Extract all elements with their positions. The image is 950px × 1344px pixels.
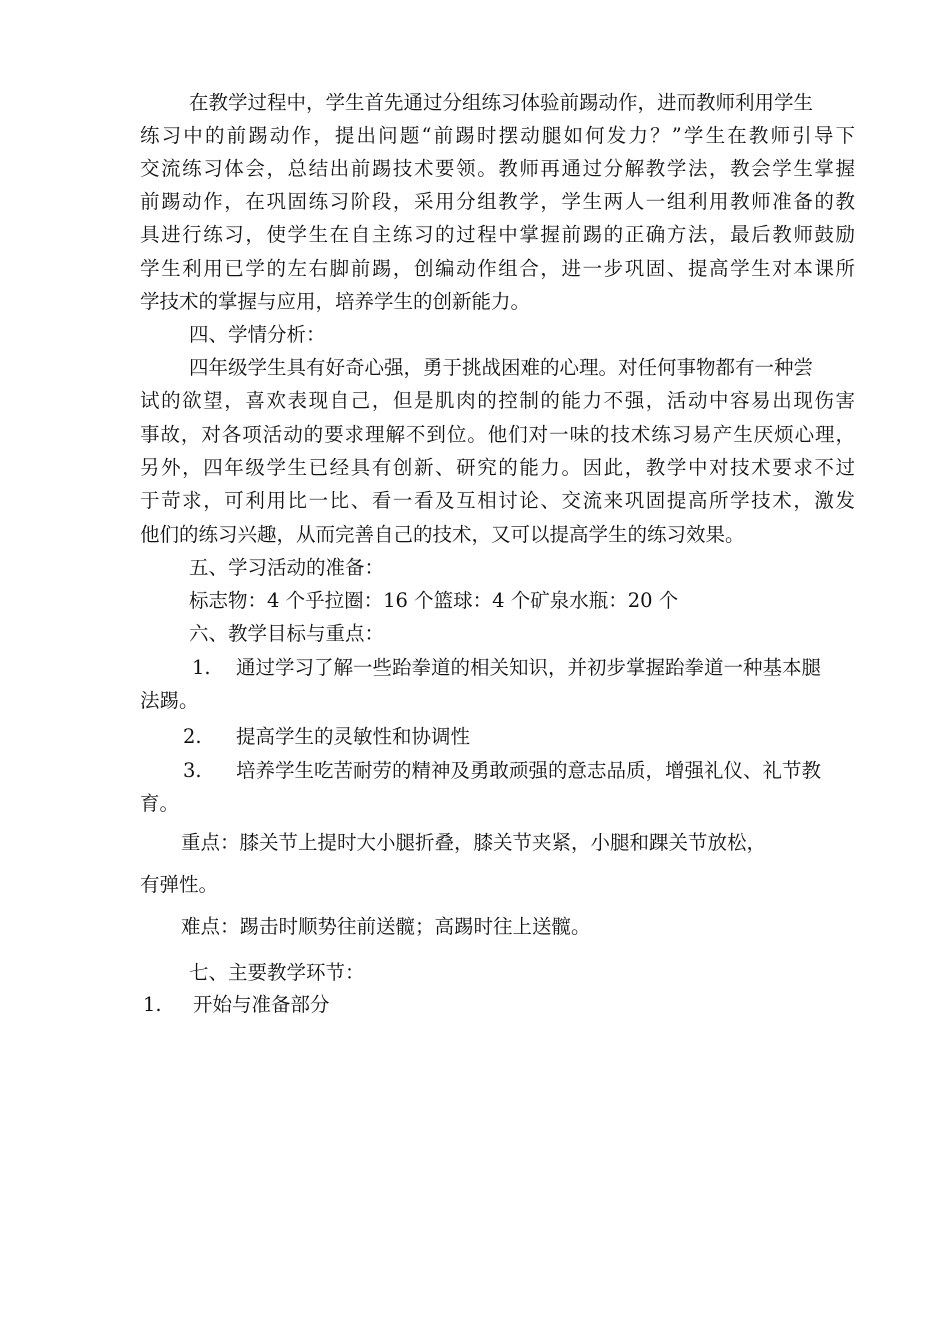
section-heading-learning-analysis: 四、学情分析： — [189, 323, 326, 346]
section-heading-teaching-steps: 七、主要教学环节： — [189, 961, 365, 984]
text-line: 交流练习体会，总结出前踢技术要领。教师再通过分解教学法，教会学生掌握 — [140, 157, 855, 180]
key-point-continuation: 有弹性。 — [140, 873, 219, 896]
text-line: 学技术的掌握与应用，培养学生的创新能力。 — [140, 290, 531, 313]
list-number: 3. — [183, 759, 202, 782]
text-line: 通过学习了解一些跆拳道的相关知识，并初步掌握跆拳道一种基本腿 — [236, 656, 822, 679]
text-line: 具进行练习，使学生在自主练习的过程中掌握前踢的正确方法，最后教师鼓励 — [140, 223, 855, 246]
text-line: 培养学生吃苦耐劳的精神及勇敢顽强的意志品质，增强礼仪、礼节教 — [236, 759, 822, 782]
text-line: 四年级学生具有好奇心强，勇于挑战困难的心理。对任何事物都有一种尝 — [189, 356, 814, 379]
preparation-materials: 标志物：4 个乎拉圈：16 个篮球：4 个矿泉水瓶：20 个 — [189, 589, 679, 612]
text-line: 另外，四年级学生已经具有创新、研究的能力。因此，教学中对技术要求不过 — [140, 456, 855, 479]
difficulty-point: 难点：踢击时顺势往前送髋；高踢时往上送髋。 — [181, 915, 591, 938]
key-point: 重点：膝关节上提时大小腿折叠，膝关节夹紧，小腿和踝关节放松， — [181, 831, 767, 854]
list-number: 1. — [192, 656, 211, 679]
text-line: 育。 — [140, 792, 180, 815]
text-line: 试的欲望，喜欢表现自己，但是肌肉的控制的能力不强，活动中容易出现伤害 — [140, 389, 855, 412]
text-line: 于苛求，可利用比一比、看一看及互相讨论、交流来巩固提高所学技术，激发 — [140, 489, 855, 512]
text-line: 他们的练习兴趣，从而完善自己的技术，又可以提高学生的练习效果。 — [140, 523, 745, 546]
section-heading-preparation: 五、学习活动的准备： — [189, 556, 385, 579]
text-line: 法踢。 — [140, 689, 199, 712]
text-line: 事故，对各项活动的要求理解不到位。他们对一味的技术练习易产生厌烦心理， — [140, 423, 855, 446]
list-number: 1. — [143, 993, 162, 1016]
text-line: 前踢动作，在巩固练习阶段，采用分组教学，学生两人一组利用教师准备的教 — [140, 190, 855, 213]
list-number: 2. — [183, 725, 202, 748]
text-line: 学生利用已学的左右脚前踢，创编动作组合，进一步巩固、提高学生对本课所 — [140, 257, 855, 280]
section-heading-objectives: 六、教学目标与重点： — [189, 622, 385, 645]
text-line: 提高学生的灵敏性和协调性 — [236, 725, 471, 748]
text-line: 开始与准备部分 — [193, 993, 330, 1016]
text-line: 练习中的前踢动作，提出问题“前踢时摆动腿如何发力？”学生在教师引导下 — [140, 124, 855, 147]
text-line: 在教学过程中，学生首先通过分组练习体验前踢动作，进而教师利用学生 — [189, 91, 814, 114]
